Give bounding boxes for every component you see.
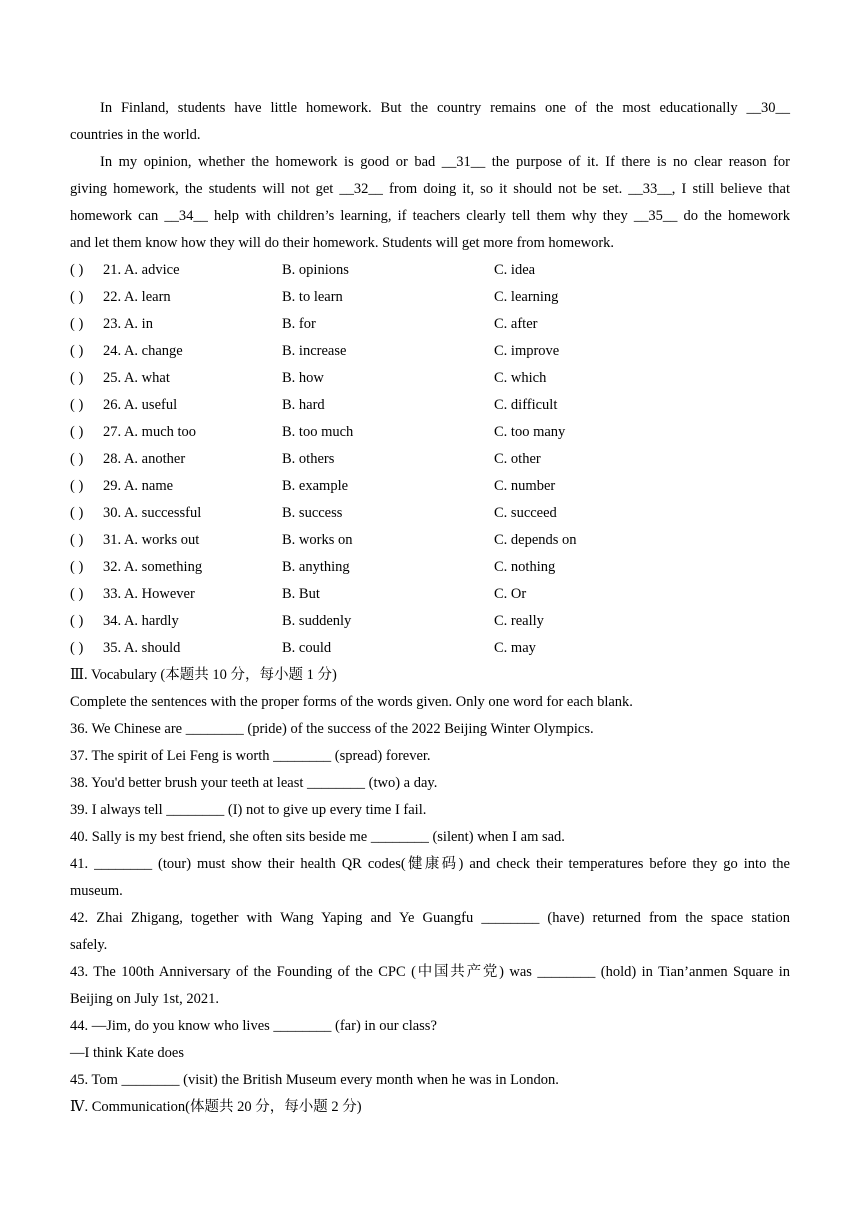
option-b: B. to learn [282,289,343,305]
option-a: 28. A. another [103,451,186,467]
answer-paren[interactable]: ( ) [70,613,84,629]
question-40: 40. Sally is my best friend, she often sits beside me ________ (silent) when I am sad. [70,829,565,845]
option-c: C. improve [494,343,560,359]
option-a: 34. A. hardly [103,613,179,629]
passage-line: and let them know how they will do their homework. Students will get more from homework. [70,235,615,251]
option-c: C. Or [494,586,527,602]
choice-row [70,527,790,554]
option-b: B. how [282,370,324,386]
option-a: 32. A. something [103,559,203,575]
option-a: 22. A. learn [103,289,171,305]
option-c: C. learning [494,289,559,305]
option-b: B. opinions [282,262,349,278]
option-a: 29. A. name [103,478,174,494]
answer-paren[interactable]: ( ) [70,262,84,278]
section-instruction: Complete the sentences with the proper forms of the words given. Only one word for each blank. [70,694,633,710]
option-b: B. increase [282,343,347,359]
question-38: 38. You'd better brush your teeth at least ________ (two) a day. [70,775,438,791]
answer-paren[interactable]: ( ) [70,532,84,548]
question-42: 42. Zhai Zhigang, together with Wang Yaping and Ye Guangfu ________ (have) returned from the space station [70,910,790,926]
option-b: B. works on [282,532,353,548]
question-43: 43. The 100th Anniversary of the Founding of the CPC (中国共产党) was ________ (hold) in Tian’anmen Square in [70,964,790,980]
answer-paren[interactable]: ( ) [70,289,84,305]
answer-paren[interactable]: ( ) [70,370,84,386]
choice-row [70,257,790,284]
choice-row [70,500,790,527]
choice-row [70,419,790,446]
answer-paren[interactable]: ( ) [70,424,84,440]
choice-row [70,392,790,419]
option-a: 30. A. successful [103,505,202,521]
option-a: 35. A. should [103,640,181,656]
choice-row [70,473,790,500]
option-b: B. anything [282,559,350,575]
document-page [70,95,790,1121]
question-43-cont: Beijing on July 1st, 2021. [70,991,220,1007]
option-b: B. for [282,316,316,332]
option-c: C. which [494,370,547,386]
answer-paren[interactable]: ( ) [70,478,84,494]
answer-paren[interactable]: ( ) [70,559,84,575]
option-a: 23. A. in [103,316,153,332]
option-c: C. other [494,451,541,467]
option-b: B. too much [282,424,354,440]
passage-line: giving homework, the students will not get __32__ from doing it, so it should not be set. __33__, I still believe that [70,181,790,197]
option-c: C. too many [494,424,566,440]
option-b: B. hard [282,397,325,413]
option-a: 33. A. However [103,586,195,602]
option-c: C. after [494,316,538,332]
section-heading: Ⅳ. Communication(体题共 20 分，每小题 2 分) [70,1099,362,1115]
question-44-answer: —I think Kate does [70,1045,184,1061]
answer-paren[interactable]: ( ) [70,640,84,656]
option-a: 25. A. what [103,370,170,386]
answer-paren[interactable]: ( ) [70,316,84,332]
option-c: C. succeed [494,505,557,521]
question-44: 44. —Jim, do you know who lives ________ (far) in our class? [70,1018,437,1034]
question-45: 45. Tom ________ (visit) the British Museum every month when he was in London. [70,1072,559,1088]
choice-row [70,311,790,338]
option-c: C. difficult [494,397,558,413]
option-c: C. nothing [494,559,556,575]
choice-row [70,284,790,311]
option-a: 21. A. advice [103,262,180,278]
answer-paren[interactable]: ( ) [70,343,84,359]
option-c: C. number [494,478,556,494]
choice-row [70,635,790,662]
question-41: 41. ________ (tour) must show their health QR codes(健康码) and check their temperatures before they go into the [70,856,790,872]
option-b: B. suddenly [282,613,352,629]
option-a: 26. A. useful [103,397,178,413]
choice-row [70,581,790,608]
option-a: 24. A. change [103,343,183,359]
option-c: C. idea [494,262,536,278]
option-b: B. example [282,478,349,494]
option-c: C. depends on [494,532,577,548]
option-b: B. could [282,640,332,656]
choice-row [70,365,790,392]
option-c: C. really [494,613,544,629]
answer-paren[interactable]: ( ) [70,397,84,413]
option-a: 31. A. works out [103,532,200,548]
choice-row [70,608,790,635]
choice-row [70,446,790,473]
option-b: B. success [282,505,343,521]
question-41-cont: museum. [70,883,123,899]
option-b: B. But [282,586,320,602]
passage-line: In my opinion, whether the homework is good or bad __31__ the purpose of it. If there is no clear reason for [100,154,790,170]
passage-line: homework can __34__ help with children’s learning, if teachers clearly tell them why they __35__ do the homework [70,208,790,224]
answer-paren[interactable]: ( ) [70,451,84,467]
choice-list [70,257,790,662]
question-37: 37. The spirit of Lei Feng is worth ________ (spread) forever. [70,748,431,764]
answer-paren[interactable]: ( ) [70,586,84,602]
passage-line: countries in the world. [70,127,201,143]
choice-row [70,338,790,365]
answer-paren[interactable]: ( ) [70,505,84,521]
question-42-cont: safely. [70,937,108,953]
question-39: 39. I always tell ________ (I) not to give up every time I fail. [70,802,427,818]
option-b: B. others [282,451,335,467]
section-heading: Ⅲ. Vocabulary (本题共 10 分，每小题 1 分) [70,667,337,683]
passage-line: In Finland, students have little homework. But the country remains one of the most educationally __30__ [100,100,790,116]
choice-row [70,554,790,581]
option-a: 27. A. much too [103,424,197,440]
option-c: C. may [494,640,536,656]
question-36: 36. We Chinese are ________ (pride) of the success of the 2022 Beijing Winter Olympics. [70,721,594,737]
